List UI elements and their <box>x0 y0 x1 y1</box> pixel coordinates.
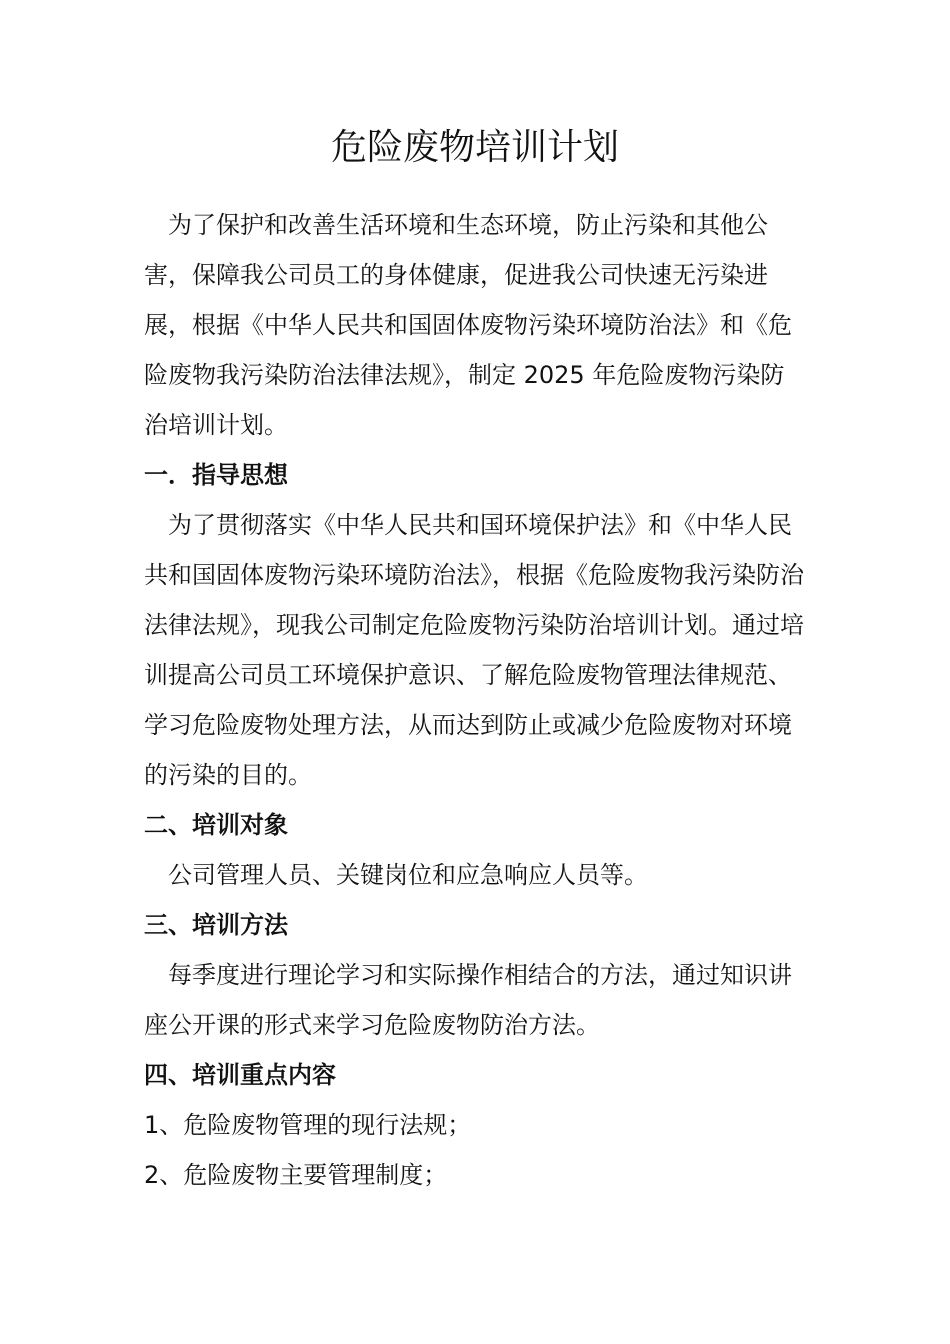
section-body-guiding-ideology: 为了贯彻落实《中华人民共和国环境保护法》和《中华人民共和国固体废物污染环境防治法》，根据《危险废物我污染防治法律法规》，现我公司制定危险废物污染防治培训计划。通过培训提高公司员工环境保护意识、了解危险废物管理法律规范、学习危险废物处理方法，从而达到防止或减少危险废物对环境的污染的目的。 <box>144 511 804 789</box>
section-heading-guiding-ideology: 一．指导思想 <box>144 461 288 489</box>
document-title: 危险废物培训计划 <box>330 127 619 168</box>
section-heading-key-content: 四、培训重点内容 <box>144 1061 336 1089</box>
list-item: 2、危险废物主要管理制度； <box>144 1161 448 1189</box>
section-body-training-target: 公司管理人员、关键岗位和应急响应人员等。 <box>168 861 648 889</box>
document-body <box>144 200 804 1200</box>
section-heading-training-target: 二、培训对象 <box>144 811 288 839</box>
intro-paragraph: 为了保护和改善生活环境和生态环境，防止污染和其他公害，保障我公司员工的身体健康，促进我公司快速无污染进展，根据《中华人民共和国固体废物污染环境防治法》和《危险废物我污染防治法律法规》，制定 2025 年危险废物污染防治培训计划。 <box>144 211 792 439</box>
list-item: 1、危险废物管理的现行法规； <box>144 1111 472 1139</box>
section-body-training-method: 每季度进行理论学习和实际操作相结合的方法，通过知识讲座公开课的形式来学习危险废物防治方法。 <box>144 961 792 1039</box>
section-heading-training-method: 三、培训方法 <box>144 911 288 939</box>
